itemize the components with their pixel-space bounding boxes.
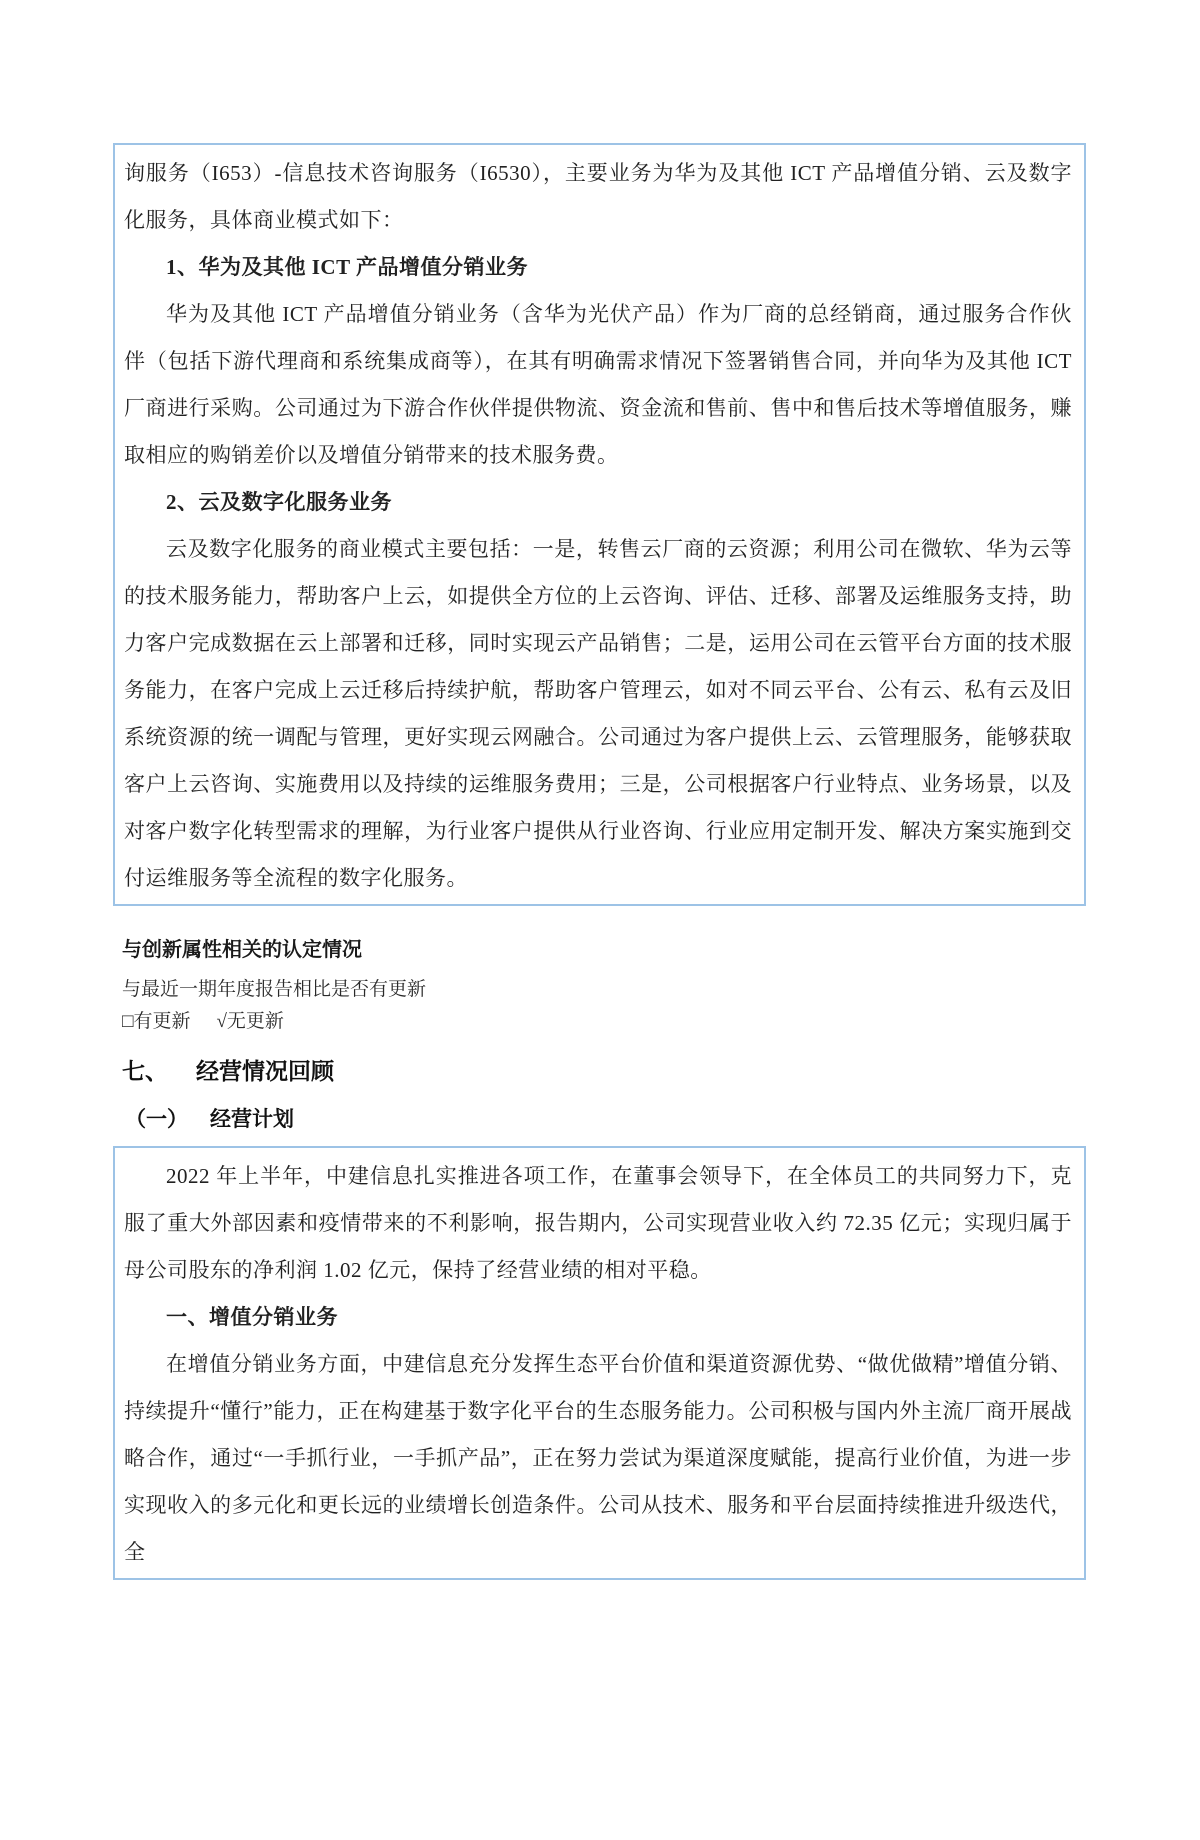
subsection-1-title: 经营计划	[210, 1108, 294, 1131]
innovation-update-question: 与最近一期年度报告相比是否有更新	[122, 979, 427, 1000]
section-7-heading	[122, 1055, 1200, 1087]
value-added-distribution-review-paragraph: 在增值分销业务方面，中建信息充分发挥生态平台价值和渠道资源优势、“做优做精”增值分销、持续提升“懂行”能力，正在构建基于数字化平台的生态服务能力。公司积极与国内外主流厂商开展战略合作，通过“一手抓行业，一手抓产品”，正在努力尝试为渠道深度赋能，提高行业价值，为进一步实现收入的多元化和更长远的业绩增长创造条件。公司从技术、服务和平台层面持续推进升级迭代，全	[124, 1352, 1072, 1564]
report-document-page	[0, 143, 1200, 1840]
business-model-text-box	[113, 143, 1086, 906]
subsection-1-number: （一）	[125, 1108, 188, 1131]
checkbox-option-no-update: √无更新	[216, 1011, 284, 1032]
cloud-digital-services-paragraph: 云及数字化服务的商业模式主要包括：一是，转售云厂商的云资源；利用公司在微软、华为云等的技术服务能力，帮助客户上云，如提供全方位的上云咨询、评估、迁移、部署及运维服务支持，助力客户完成数据在云上部署和迁移，同时实现云产品销售；二是，运用公司在云管平台方面的技术服务能力，在客户完成上云迁移后持续护航，帮助客户管理云，如对不同云平台、公有云、私有云及旧系统资源的统一调配与管理，更好实现云网融合。公司通过为客户提供上云、云管理服务，能够获取客户上云咨询、实施费用以及持续的运维服务费用；三是，公司根据客户行业特点、业务场景，以及对客户数字化转型需求的理解，为行业客户提供从行业咨询、行业应用定制开发、解决方案实施到交付运维服务等全流程的数字化服务。	[124, 537, 1072, 890]
operating-review-text-box	[113, 1146, 1086, 1580]
subsection-1-heading	[125, 1105, 1200, 1134]
section-7-number: 七、	[122, 1058, 168, 1084]
innovation-update-options	[122, 1008, 1200, 1035]
h1-2022-results-paragraph: 2022 年上半年，中建信息扎实推进各项工作，在董事会领导下，在全体员工的共同努力下，克服了重大外部因素和疫情带来的不利影响，报告期内，公司实现营业收入约 72.35 亿元；实现归属于母公司股东的净利润 1.02 亿元，保持了经营业绩的相对平稳。	[124, 1164, 1072, 1282]
subheading-cloud-digital-services: 2、云及数字化服务业务	[166, 490, 392, 514]
business-scope-paragraph: 询服务（I653）-信息技术咨询服务（I6530），主要业务为华为及其他 ICT 产品增值分销、云及数字化服务，具体商业模式如下：	[124, 161, 1072, 232]
ict-distribution-paragraph: 华为及其他 ICT 产品增值分销业务（含华为光伏产品）作为厂商的总经销商，通过服务合作伙伴（包括下游代理商和系统集成商等），在其有明确需求情况下签署销售合同，并向华为及其他 ICT 厂商进行采购。公司通过为下游合作伙伴提供物流、资金流和售前、售中和售后技术等增值服务，赚取相应的购销差价以及增值分销带来的技术服务费。	[124, 302, 1072, 467]
section-7-title: 经营情况回顾	[196, 1058, 334, 1084]
subheading-value-added-distribution-business: 一、增值分销业务	[166, 1305, 338, 1329]
checkbox-option-has-update: □有更新	[122, 1011, 191, 1032]
innovation-attribute-section-title: 与创新属性相关的认定情况	[122, 939, 362, 961]
subheading-ict-value-added-distribution: 1、华为及其他 ICT 产品增值分销业务	[166, 255, 528, 279]
